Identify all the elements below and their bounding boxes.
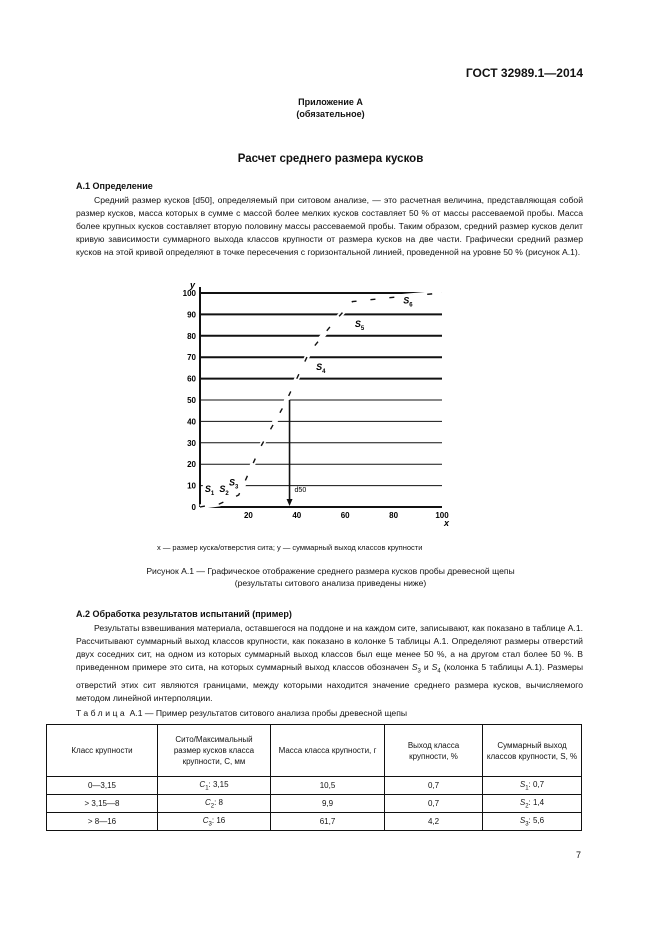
d50-label: d50 [294,487,307,494]
point-label-sub-5: 5 [360,326,365,333]
header-sieve: Сито/Максимальный размер кусков класса крупности, C, мм [158,725,271,777]
x-tick-80: 80 [389,511,399,520]
standard-code: ГОСТ 32989.1—2014 [465,66,583,80]
figure-caption-line1: Рисунок А.1 — Графическое отображение среднего размера кусков пробы древесной щепы [146,566,515,576]
header-mass: Масса класса крупности, г [271,725,385,777]
y-tick-60: 60 [187,374,196,384]
main-title: Расчет среднего размера кусков [237,153,424,165]
point-label-sub-6: 6 [409,302,413,309]
y-tick-20: 20 [187,460,196,470]
x-tick-40: 40 [292,511,302,520]
point-label-s2: S [219,484,226,495]
figure-caption [0,565,661,589]
point-label-sub-4: 4 [322,369,326,376]
y-axis-label: y [190,280,196,290]
point-label-s6: S [403,295,410,306]
x-tick-20: 20 [243,511,253,520]
section1-text: Средний размер кусков [d50], определяемый при ситовом анализе, — это расчетная величина, представляющая собой размер кусков, масса которых в сумме с массой более мелких кусков составляет 50 % от массы рассеваемой пробы. Масса более крупных кусков составляет вторую половину массы рассеваемой пробы. Таким образом, средний размер кусков делит кривую зависимости суммарного выхода классов крупности от размера кусков на две части. Графически средний размер кусков на этой кривой определяют в точке пересечения с горизонтальной линией, проведенной на уровне 50 % (рисунок А.1). [76,195,583,258]
d50-arrow [287,499,293,506]
header-cumulative: Суммарный выход классов крупности, S, % [483,725,582,777]
figure-caption-line2: (результаты ситового анализа приведены ниже) [234,578,427,588]
page-number: 7 [575,850,581,860]
section2-body [76,622,583,705]
point-label-s5: S [354,319,361,330]
y-tick-40: 40 [187,417,196,427]
point-label-s4: S [316,362,323,373]
appendix-title: Приложение А [298,97,363,107]
sieve-results-table [46,724,582,831]
y-tick-90: 90 [187,310,196,320]
y-tick-10: 10 [187,481,196,491]
section1-body [76,194,583,259]
table-row: > 3,15—8 $C_2$: 8 9,9 0,7 $S_2$: 1,4 [47,795,582,813]
appendix-heading [0,96,661,120]
appendix-subtitle: (обязательное) [296,109,365,119]
axes-caption: x — размер куска/отверстия сита; y — суммарный выход классов крупности [157,543,423,552]
header-class: Класс крупности [47,725,158,777]
point-label-sub-3: 3 [235,484,239,491]
x-tick-60: 60 [340,511,350,520]
table-title: Таблица А.1 — Пример результатов ситового анализа пробы древесной щепы [76,708,408,718]
x-axis-label: x [444,518,450,528]
point-label-s3: S [229,477,236,488]
table-header-row [47,725,582,777]
y-tick-30: 30 [187,438,196,448]
y-tick-70: 70 [187,353,196,363]
y-tick-50: 50 [187,396,196,405]
y-tick-80: 80 [187,331,196,341]
x-tick-100: 100 [435,511,449,520]
point-label-sub-2: 2 [225,491,229,498]
section2-heading: А.2 Обработка результатов испытаний (пример) [76,609,292,619]
point-label-sub-1: 1 [210,491,215,498]
section2-text: Результаты взвешивания материала, оставшегося на поддоне и на каждом сите, записывают, как показано в таблице А.1. Рассчитывают суммарный выход классов крупности, как показано в колонке 5 таблицы А.1. Определяют размеры отверстий двух соседних сит, на одном из которых суммарный выход классов был еще менее 50 %, а на другом стал более 50 %. В приведенном примере это сита, на которых суммарный выход классов обозначен $S_3$ и $S_4$ (колонка 5 таблицы А.1). Размеры отверстий этих сит являются границами, между которыми находится значение среднего размера кусков, вычисляемого методом линейной интерполяции. [76,623,583,704]
header-yield: Выход класса крупности, % [385,725,483,777]
chart-grid [200,293,442,486]
point-label-s1: S [204,484,211,495]
d50-chart [178,280,468,530]
y-tick-0: 0 [191,503,196,512]
table-row: > 8—16 $C_3$: 16 61,7 4,2 $S_3$: 5,6 [47,813,582,831]
chart-labels [203,295,416,497]
table-row: 0—3,15 $C_1$: 3,15 10,5 0,7 $S_1$: 0,7 [47,777,582,795]
section1-heading: А.1 Определение [76,181,153,191]
y-tick-100: 100 [182,289,196,298]
